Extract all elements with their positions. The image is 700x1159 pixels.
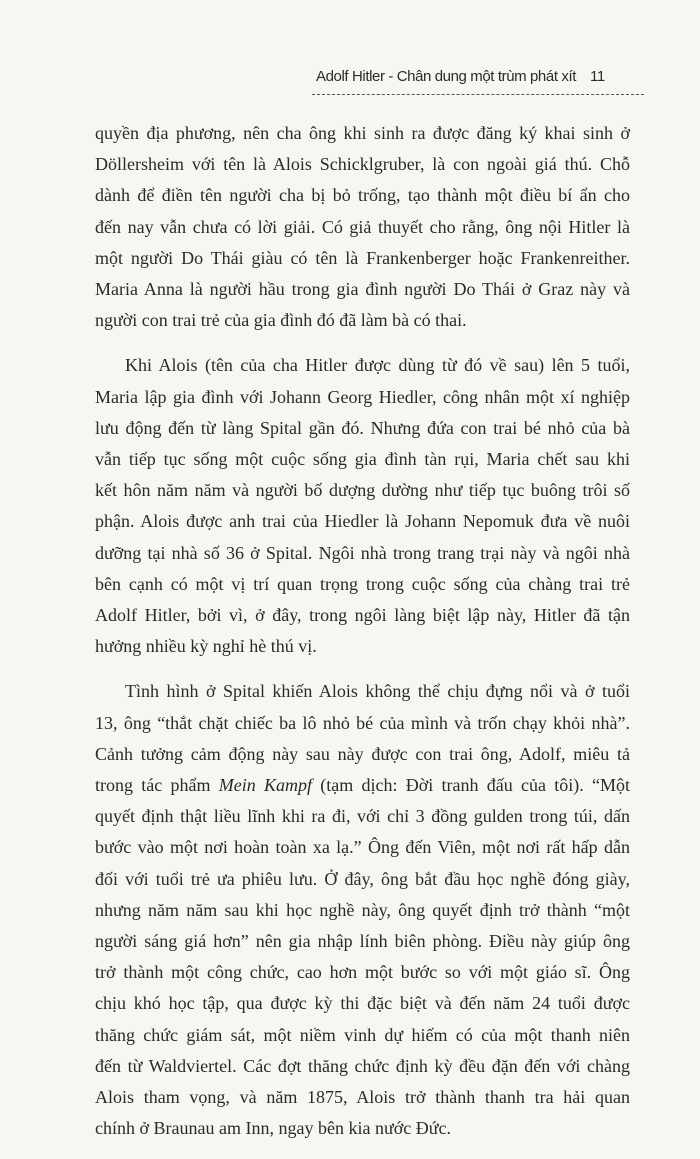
running-header-title: Adolf Hitler - Chân dung một trùm phát xít <box>316 68 576 85</box>
text-line: Adolf Hitler, bởi vì, ở đây, trong ngôi làng biệt lập này, Hitler đã tận <box>95 605 630 626</box>
text-line: chịu khó học tập, qua được kỳ thi đặc biệt và đến năm 24 tuổi được <box>95 993 630 1014</box>
text-line: Maria lập gia đình với Johann Georg Hiedler, công nhân một xí nghiệp <box>95 386 630 407</box>
text-line: Alois tham vọng, và năm 1875, Alois trở thành thanh tra hải quan <box>95 1087 630 1108</box>
text-line: quyền địa phương, nên cha ông khi sinh ra được đăng ký khai sinh ở <box>95 123 630 143</box>
text-line: nhưng năm năm sau khi học nghề này, ông quyết định trở thành “một <box>95 899 630 920</box>
text-line: Cảnh tưởng cảm động này sau này được con trai ông, Adolf, miêu tả <box>95 743 630 764</box>
body-text <box>95 118 630 1159</box>
text-line: phận. Alois được anh trai của Hiedler là Johann Nepomuk đưa về nuôi <box>95 511 630 532</box>
text-line: người sáng giá hơn” nên gia nhập lính biên phòng. Điều này giúp ông <box>95 931 630 952</box>
text-line: dành để điền tên người cha bị bỏ trống, tạo thành một điều bí ẩn cho <box>95 185 630 206</box>
text-line: đến từ Waldviertel. Các đợt thăng chức định kỳ đều đặn đến với chàng <box>95 1055 630 1076</box>
text-line: quyết định thật liều lĩnh khi ra đi, với chỉ 3 đồng gulden trong túi, dấn <box>95 806 630 827</box>
text-line: Tình hình ở Spital khiến Alois không thể chịu đựng nổi và ở tuổi <box>125 681 630 702</box>
paragraph <box>95 676 630 1144</box>
text-line: bên cạnh có một vị trí quan trọng trong cuộc sống của chàng trai trẻ <box>95 573 630 594</box>
text-line: đến nay vẫn chưa có lời giải. Có giả thuyết cho rằng, ông nội Hitler là <box>95 216 630 237</box>
text-line: đối với tuổi trẻ ưa phiêu lưu. Ở đây, ông bắt đầu học nghề đóng giày, <box>95 868 630 889</box>
paragraph <box>95 118 630 336</box>
text-line: bước vào một nơi hoàn toàn xa lạ.” Ông đến Viên, một nơi rất hấp dẫn <box>95 837 630 858</box>
text-line: 13, ông “thắt chặt chiếc ba lô nhỏ bé của mình và trốn chạy khỏi nhà”. <box>95 712 630 733</box>
text-line: người con trai trẻ của gia đình đó đã làm bà có thai. <box>95 310 467 331</box>
text-line: vẫn tiếp tục sống một cuộc sống gia đình tàn rụi, Maria chết sau khi <box>95 449 630 470</box>
running-header <box>316 68 605 85</box>
text-line: kết hôn năm năm và người bố dượng dường như tiếp tục buông trôi số <box>95 480 630 501</box>
text-line: Khi Alois (tên của cha Hitler được dùng từ đó về sau) lên 5 tuổi, <box>125 355 630 376</box>
text-line: trở thành một công chức, cao hơn một bước so với một giáo sĩ. Ông <box>95 962 630 983</box>
text-line: lưu động đến từ làng Spital gần đó. Nhưng đứa con trai bé nhỏ của bà <box>95 417 630 438</box>
text-line: chính ở Braunau am Inn, ngay bên kia nước Đức. <box>95 1118 451 1139</box>
text-line: trong tác phẩm Mein Kampf (tạm dịch: Đời tranh đấu của tôi). “Một <box>95 775 630 796</box>
page-number: 11 <box>590 68 605 85</box>
text-line: hưởng nhiều kỳ nghỉ hè thú vị. <box>95 636 317 657</box>
paragraph <box>95 350 630 662</box>
text-line: một người Do Thái giàu có tên là Frankenberger hoặc Frankenreither. <box>95 247 630 268</box>
italic-book-title: Mein Kampf <box>218 775 312 796</box>
text-line: thăng chức giám sát, một niềm vinh dự hiếm có của một thanh niên <box>95 1024 630 1045</box>
text-line: Döllersheim với tên là Alois Schicklgruber, là con ngoài giá thú. Chỗ <box>95 154 630 175</box>
text-line: Maria Anna là người hầu trong gia đình người Do Thái ở Graz này và <box>95 279 630 300</box>
text-line: dưỡng tại nhà số 36 ở Spital. Ngôi nhà trong trang trại này và ngôi nhà <box>95 542 630 563</box>
header-dashed-rule <box>312 94 644 95</box>
